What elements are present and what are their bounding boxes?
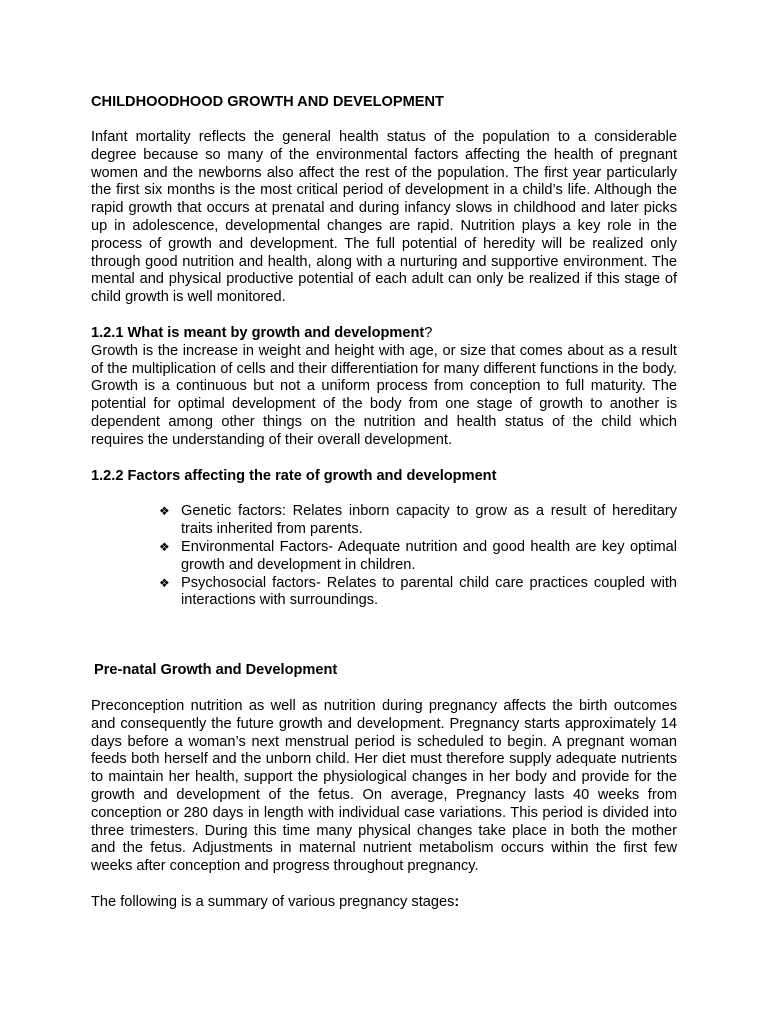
summary-intro [91,894,677,912]
section-121-heading-text: 1.2.1 What is meant by growth and development [91,324,425,341]
list-item-text: Psychosocial factors- Relates to parental child care practices coupled with interactions with surroundings. [181,574,677,609]
factors-list [91,503,677,610]
summary-colon: : [454,893,460,910]
section-121-heading [91,325,677,343]
diamond-bullet-icon: ❖ [159,539,170,554]
section-121-body: Growth is the increase in weight and height with age, or size that comes about as a result of the multiplication of cells and their differentiation for many different functions in the body. Growth is a continuous but not a uniform process from conception to full maturity. The potential for optimal development of the body from one stage of growth to another is dependent among other things on the nutrition and health status of the child which requires the understanding of their overall development. [91,342,677,448]
section-122-heading: 1.2.2 Factors affecting the rate of growth and development [91,467,497,484]
diamond-bullet-icon: ❖ [159,575,170,590]
section-121-question-mark: ? [424,324,433,341]
list-item-text: Genetic factors: Relates inborn capacity to grow as a result of hereditary traits inherited from parents. [181,503,677,538]
intro-paragraph: Infant mortality reflects the general health status of the population to a considerable degree because so many of the environmental factors affecting the health of pregnant women and the newborns also affect the rest of the population. The first year particularly the first six months is the most critical period of development in a child’s life. Although the rapid growth that occurs at prenatal and during infancy slows in childhood and later picks up in adolescence, developmental changes are rapid. Nutrition plays a key role in the process of growth and development. The full potential of heredity will be realized only through good nutrition and health, along with a nurturing and supportive environment. The mental and physical productive potential of each adult can only be realized if this stage of child growth is well monitored. [91,129,677,306]
document-page [91,93,677,912]
list-item [159,538,677,575]
diamond-bullet-icon: ❖ [159,504,170,519]
prenatal-heading: Pre-natal Growth and Development [94,662,338,679]
prenatal-body: Preconception nutrition as well as nutrition during pregnancy affects the birth outcomes and consequently the future growth and development. Pregnancy starts approximately 14 days before a woman’s next menstrual period is scheduled to begin. A pregnant woman feeds both herself and the unborn child. Her diet must therefore supply adequate nutrients to maintain her health, support the physiological changes in her body and provide for the growth and development of the fetus. On average, Pregnancy lasts 40 weeks from conception or 280 days in length with individual case variations. This period is divided into three trimesters. During this time many physical changes take place in both the mother and the fetus. Adjustments in maternal nutrient metabolism occurs within the first few weeks after conception and progress throughout pregnancy. [91,697,677,875]
document-title: CHILDHOODHOOD GROWTH AND DEVELOPMENT [91,94,444,110]
list-item-text: Environmental Factors- Adequate nutrition and good health are key optimal growth and development in children. [181,538,677,573]
summary-intro-text: The following is a summary of various pregnancy stages [91,893,455,910]
list-item [159,574,677,611]
list-item [159,503,677,539]
